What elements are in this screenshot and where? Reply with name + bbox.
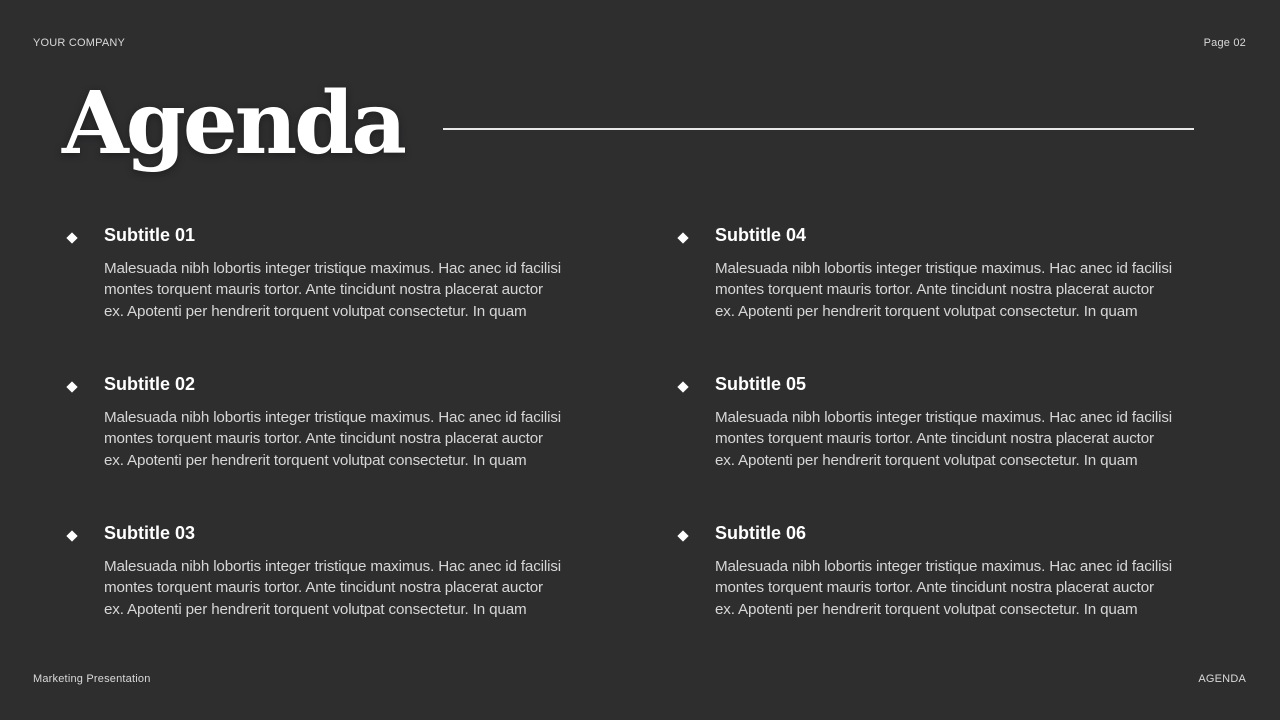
title-divider bbox=[443, 128, 1194, 130]
diamond-bullet-icon bbox=[66, 530, 77, 541]
description-line: ex. Apotenti per hendrerit torquent volutpat consectetur. In quam bbox=[715, 451, 1138, 469]
description-line: Malesuada nibh lobortis integer tristique maximus. Hac anec id facilisi bbox=[715, 409, 1173, 426]
description-line: montes torquent mauris tortor. Ante tincidunt nostra placerat auctor bbox=[104, 430, 543, 448]
company-name: YOUR COMPANY bbox=[33, 37, 126, 49]
agenda-item-description bbox=[715, 407, 1215, 471]
description-line: ex. Apotenti per hendrerit torquent volutpat consectetur. In quam bbox=[104, 451, 527, 469]
description-line: Malesuada nibh lobortis integer tristique maximus. Hac anec id facilisi bbox=[715, 260, 1173, 277]
diamond-bullet-icon bbox=[66, 232, 77, 243]
agenda-item-title: Subtitle 06 bbox=[715, 523, 807, 543]
agenda-item-title: Subtitle 02 bbox=[104, 374, 196, 394]
description-line: ex. Apotenti per hendrerit torquent volutpat consectetur. In quam bbox=[104, 302, 527, 320]
agenda-item-title: Subtitle 03 bbox=[104, 523, 196, 543]
section-label: AGENDA bbox=[1198, 673, 1246, 685]
description-line: ex. Apotenti per hendrerit torquent volutpat consectetur. In quam bbox=[104, 600, 527, 618]
agenda-item-description bbox=[104, 556, 604, 620]
diamond-bullet-icon bbox=[66, 381, 77, 392]
diamond-bullet-icon bbox=[677, 381, 688, 392]
description-line: Malesuada nibh lobortis integer tristique maximus. Hac anec id facilisi bbox=[715, 558, 1173, 575]
agenda-item-title: Subtitle 04 bbox=[715, 225, 807, 245]
description-line: montes torquent mauris tortor. Ante tincidunt nostra placerat auctor bbox=[715, 281, 1154, 299]
diamond-bullet-icon bbox=[677, 530, 688, 541]
description-line: Malesuada nibh lobortis integer tristique maximus. Hac anec id facilisi bbox=[104, 558, 562, 575]
description-line: montes torquent mauris tortor. Ante tincidunt nostra placerat auctor bbox=[104, 281, 543, 299]
page-number: Page 02 bbox=[1203, 37, 1246, 49]
description-line: montes torquent mauris tortor. Ante tincidunt nostra placerat auctor bbox=[715, 579, 1154, 597]
agenda-item-description bbox=[104, 258, 604, 322]
diamond-bullet-icon bbox=[677, 232, 688, 243]
slide-title: Agenda bbox=[62, 73, 404, 174]
description-line: Malesuada nibh lobortis integer tristique maximus. Hac anec id facilisi bbox=[104, 260, 562, 277]
description-line: ex. Apotenti per hendrerit torquent volutpat consectetur. In quam bbox=[715, 600, 1138, 618]
agenda-item-title: Subtitle 01 bbox=[104, 225, 196, 245]
description-line: ex. Apotenti per hendrerit torquent volutpat consectetur. In quam bbox=[715, 302, 1138, 320]
agenda-item-description bbox=[715, 556, 1215, 620]
description-line: montes torquent mauris tortor. Ante tincidunt nostra placerat auctor bbox=[715, 430, 1154, 448]
agenda-item-description bbox=[715, 258, 1215, 322]
presentation-name: Marketing Presentation bbox=[33, 673, 151, 685]
description-line: montes torquent mauris tortor. Ante tincidunt nostra placerat auctor bbox=[104, 579, 543, 597]
description-line: Malesuada nibh lobortis integer tristique maximus. Hac anec id facilisi bbox=[104, 409, 562, 426]
agenda-item-title: Subtitle 05 bbox=[715, 374, 807, 394]
agenda-item-description bbox=[104, 407, 604, 471]
